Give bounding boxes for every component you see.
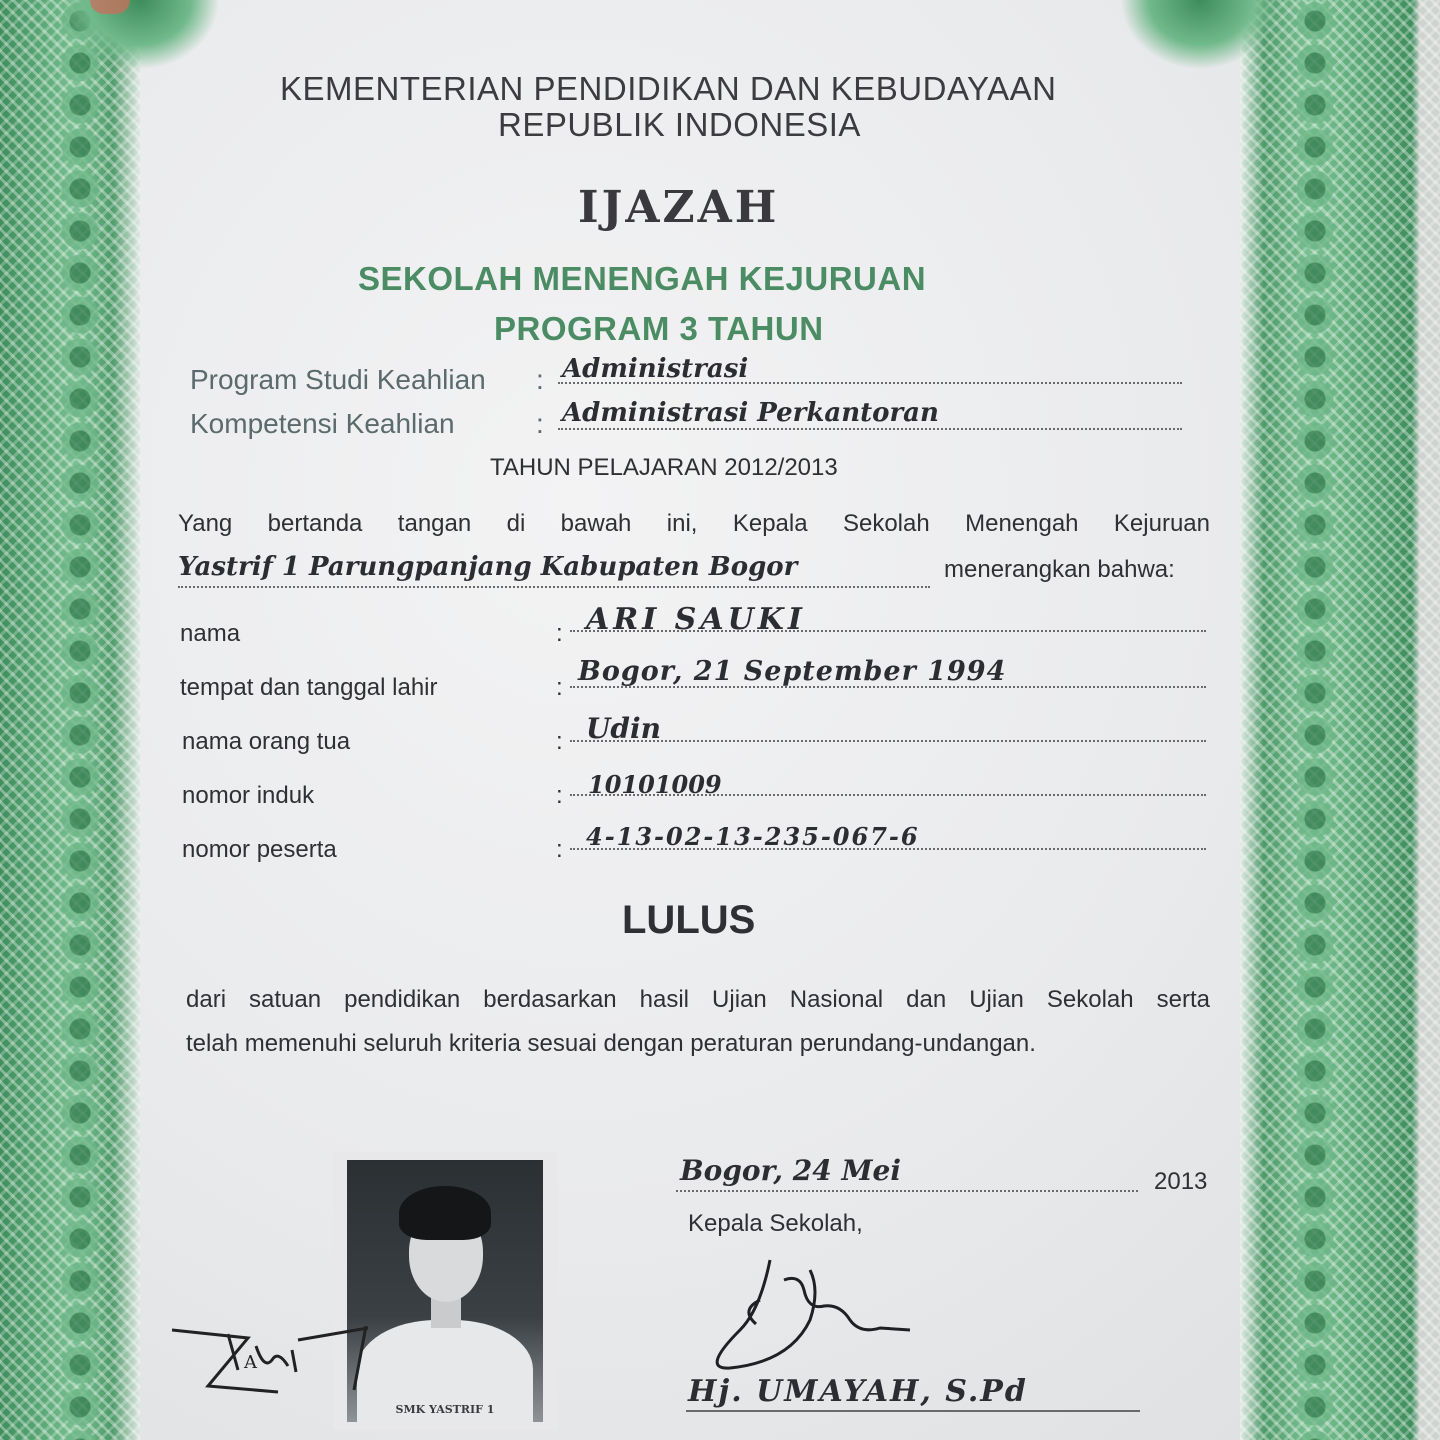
- sign-role: Kepala Sekolah,: [688, 1210, 863, 1237]
- school-type-heading: SEKOLAH MENENGAH KEJURUAN: [358, 260, 927, 297]
- top-right-ornament: [1120, 0, 1280, 70]
- left-border-pattern: [45, 0, 115, 1440]
- statement-suffix: menerangkan bahwa:: [944, 556, 1175, 583]
- student-value-nomor-induk: 10101009: [588, 770, 722, 799]
- top-left-ornament: [60, 0, 220, 70]
- school-name: Yastrif 1 Parungpanjang Kabupaten Bogor: [178, 552, 798, 582]
- dotted-line: [570, 630, 1206, 632]
- field-separator: :: [536, 364, 544, 395]
- svg-text:A: A: [244, 1352, 257, 1373]
- signer-name: Hj. UMAYAH, S.Pd: [688, 1374, 1028, 1409]
- principal-signature: [700, 1250, 940, 1390]
- signer-underline: [686, 1410, 1140, 1412]
- field-separator: :: [556, 674, 563, 701]
- field-separator: :: [556, 728, 563, 755]
- program-heading: PROGRAM 3 TAHUN: [494, 310, 824, 347]
- dotted-line: [558, 382, 1182, 384]
- dotted-line: [570, 848, 1206, 850]
- academic-year: TAHUN PELAJARAN 2012/2013: [490, 454, 838, 481]
- student-label-ttl: tempat dan tanggal lahir: [180, 674, 438, 701]
- dotted-line: [570, 794, 1206, 796]
- dotted-line: [178, 586, 930, 588]
- dotted-line: [676, 1190, 1138, 1192]
- student-label-nama: nama: [180, 620, 241, 647]
- field-separator: :: [536, 408, 544, 439]
- dotted-line: [558, 428, 1182, 430]
- field-value-program-studi: Administrasi: [562, 354, 749, 384]
- field-separator: :: [556, 782, 563, 809]
- field-label-kompetensi: Kompetensi Keahlian: [190, 408, 455, 439]
- student-label-nomor-peserta: nomor peserta: [182, 836, 337, 863]
- photo-caption: SMK YASTRIF 1: [395, 1403, 495, 1416]
- field-label-program-studi: Program Studi Keahlian: [190, 364, 486, 395]
- sign-year: 2013: [1154, 1168, 1208, 1195]
- dotted-line: [570, 686, 1206, 688]
- republic-heading: REPUBLIK INDONESIA: [498, 106, 861, 143]
- ministry-heading: KEMENTERIAN PENDIDIKAN DAN KEBUDAYAAN: [280, 70, 1057, 107]
- field-value-kompetensi: Administrasi Perkantoran: [562, 398, 939, 428]
- student-value-ttl: Bogor, 21 September 1994: [578, 656, 1007, 687]
- right-border-pattern: [1280, 0, 1350, 1440]
- result-heading: LULUS: [622, 898, 756, 942]
- student-value-nomor-peserta: 4-13-02-13-235-067-6: [586, 822, 920, 851]
- student-label-orang-tua: nama orang tua: [182, 728, 351, 755]
- statement-line-1: Yang bertanda tangan di bawah ini, Kepala Sekolah Menengah Kejuruan: [178, 510, 1210, 537]
- student-value-nama: ARI SAUKI: [586, 602, 806, 637]
- result-text-line-2: telah memenuhi seluruh kriteria sesuai dengan peraturan perundang-undangan.: [186, 1030, 1036, 1057]
- result-text-line-1: dari satuan pendidikan berdasarkan hasil Ujian Nasional dan Ujian Sekolah serta: [186, 986, 1210, 1013]
- sign-place-date: Bogor, 24 Mei: [680, 1154, 901, 1187]
- field-separator: :: [556, 620, 563, 647]
- dotted-line: [570, 740, 1206, 742]
- field-separator: :: [556, 836, 563, 863]
- student-signature: [168, 1310, 378, 1400]
- student-value-orang-tua: Udin: [586, 712, 661, 745]
- student-label-nomor-induk: nomor induk: [182, 782, 315, 809]
- document-title: IJAZAH: [578, 182, 780, 233]
